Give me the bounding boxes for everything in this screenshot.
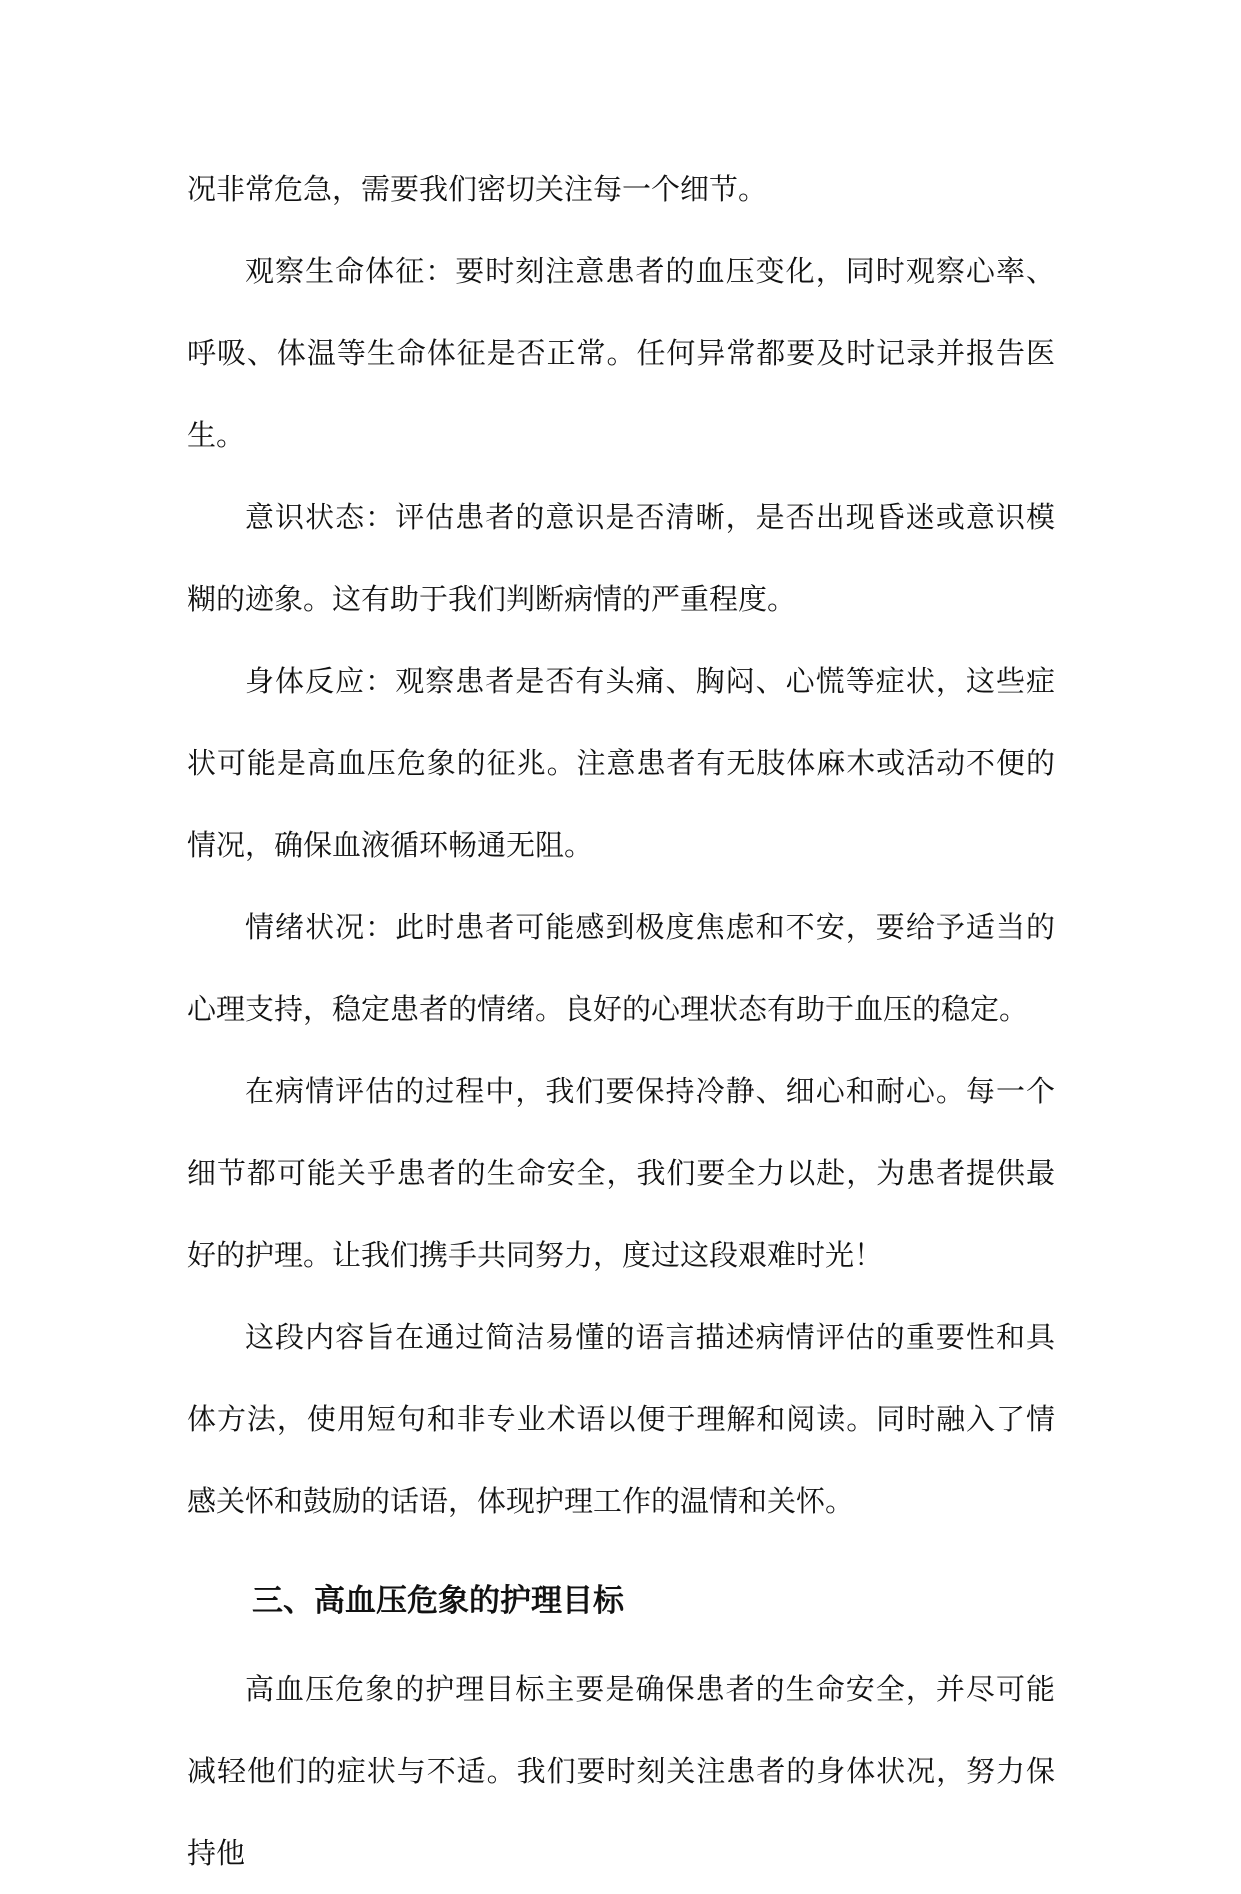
paragraph-emotional-state: 情绪状况：此时患者可能感到极度焦虑和不安，要给予适当的心理支持，稳定患者的情绪。良好的心理状态有助于血压的稳定。 [187,910,1055,1026]
paragraph-consciousness: 意识状态：评估患者的意识是否清晰，是否出现昏迷或意识模糊的迹象。这有助于我们判断病情的严重程度。 [187,500,1055,616]
paragraph-content-note: 这段内容旨在通过简洁易懂的语言描述病情评估的重要性和具体方法，使用短句和非专业术语以便于理解和阅读。同时融入了情感关怀和鼓励的话语，体现护理工作的温情和关怀。 [187,1320,1055,1518]
paragraph-continuation: 况非常危急，需要我们密切关注每一个细节。 [187,172,768,206]
paragraph-physical-response: 身体反应：观察患者是否有头痛、胸闷、心慌等症状，这些症状可能是高血压危象的征兆。注意患者有无肢体麻木或活动不便的情况，确保血液循环畅通无阻。 [187,664,1055,862]
section-heading: 三、高血压危象的护理目标 [252,1583,624,1619]
paragraph-vital-signs: 观察生命体征：要时刻注意患者的血压变化，同时观察心率、呼吸、体温等生命体征是否正常。任何异常都要及时记录并报告医生。 [187,254,1055,452]
paragraph-assessment-summary: 在病情评估的过程中，我们要保持冷静、细心和耐心。每一个细节都可能关乎患者的生命安全，我们要全力以赴，为患者提供最好的护理。让我们携手共同努力，度过这段艰难时光！ [187,1074,1055,1272]
document-body [187,148,1055,1894]
paragraph-nursing-goals: 高血压危象的护理目标主要是确保患者的生命安全，并尽可能减轻他们的症状与不适。我们要时刻关注患者的身体状况，努力保持他 [187,1672,1055,1870]
